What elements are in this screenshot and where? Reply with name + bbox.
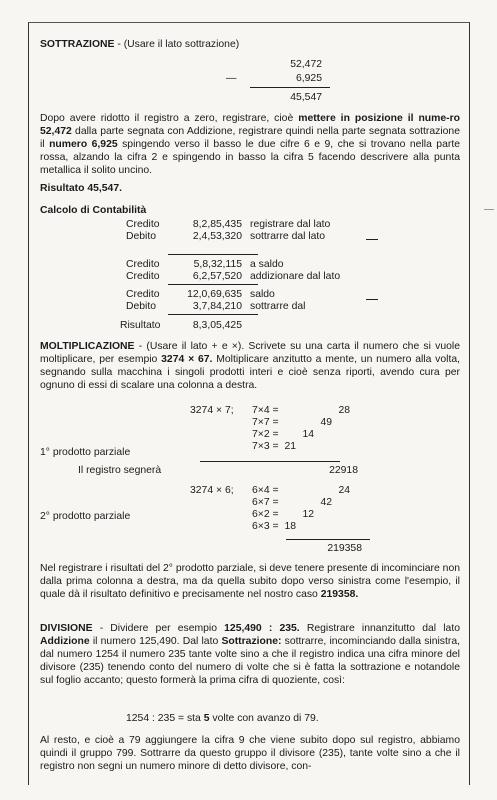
sub-heading: SOTTRAZIONE: [40, 39, 115, 50]
cont-label: Debito: [126, 301, 157, 312]
cont-value: 8,2,85,435: [192, 219, 242, 230]
cont-desc: addizionare dal lato: [250, 271, 341, 282]
div-eq-b: 5: [203, 713, 210, 724]
div-eq-c: volte con avanzo di 79.: [209, 713, 319, 724]
div-para-run: - Dividere per esempio: [92, 623, 225, 634]
mult-p1: 1° prodotto parziale: [40, 447, 131, 458]
mult-value: 24: [338, 485, 350, 496]
cont-rule-3: [168, 314, 258, 315]
cont-minus-2: [366, 299, 378, 300]
cont-minus-1: [366, 239, 378, 240]
div-para-run: il numero 125,490. Dal lato: [89, 636, 222, 647]
mult-value: 21: [284, 441, 296, 452]
mult-p2: 2° prodotto parziale: [40, 511, 131, 522]
sub-heading-line: [40, 38, 239, 51]
sub-para-run: Dopo avere ridotto il registro a zero, registrare, cioè: [40, 113, 299, 124]
mult-value: 12: [302, 509, 314, 520]
div-paragraph-2: Al resto, e cioè a 79 aggiungere la cifra 9 che viene subito dopo sul registro, abbiamo quindi il gruppo 799. Sottrarre da questo gruppo il divisore (235), tante volte sino a che il registro non segni un numero minore di detto divisore, con-: [40, 735, 460, 772]
mult-paragraph: [40, 340, 460, 392]
cont-value: 5,8,32,115: [193, 259, 242, 270]
cont-label: Credito: [126, 219, 160, 230]
mult-expr: 7×7 =: [252, 417, 279, 428]
div-para-run: 125,490 : 235.: [224, 623, 300, 634]
div-para-run: Sottrazione:: [221, 636, 282, 647]
cont-desc: saldo: [250, 289, 275, 300]
sub-op2: 6,925: [295, 73, 322, 84]
mult-b2-label: 3274 × 6;: [190, 485, 234, 496]
sub-result: 45,547: [290, 92, 322, 103]
cont-rule-1: [168, 254, 258, 255]
mult-para-run: - (Usare il lato + e ×). Scrivete su una carta il numero che si vuole moltiplicare, per esempio: [40, 341, 460, 365]
sub-op1: 52,472: [290, 59, 322, 70]
mult-expr: 7×4 =: [252, 405, 279, 416]
mult-para-run: 3274 × 67.: [161, 354, 213, 365]
cont-label: Risultato: [120, 320, 161, 331]
cont-desc: a saldo: [250, 259, 284, 270]
sub-paragraph: [40, 112, 460, 177]
cont-desc: sottrarre dal lato: [250, 231, 326, 242]
div-para-run: DIVISIONE: [40, 623, 93, 634]
mult-heading: MOLTIPLICAZIONE: [40, 341, 135, 352]
mult-para2-run: 219358.: [320, 589, 359, 600]
sub-minus: —: [226, 73, 237, 84]
mult-expr: 7×2 =: [252, 429, 279, 440]
mult-r2: 219358: [327, 543, 362, 554]
mult-value: 49: [320, 417, 332, 428]
div-equation: [126, 712, 319, 725]
mult-b1-label: 3274 × 7;: [190, 405, 234, 416]
cont-label: Debito: [126, 231, 157, 242]
mult-expr: 6×3 =: [252, 521, 279, 532]
mult-value: 18: [284, 521, 296, 532]
cont-label: Credito: [126, 259, 160, 270]
sub-rule: [250, 87, 330, 88]
sub-para-run: numero 6,925: [49, 139, 118, 150]
mult-value: 14: [302, 429, 314, 440]
mult-para-run: Moltiplicare anzitutto a mente, un numero alla volta, segnando sulla macchina i singoli prodotti interi e cioè senza riporti, avendo cura per ognuno di essi di scalare una colonna a destra.: [40, 354, 461, 391]
sub-risultato: Risultato 45,547.: [40, 183, 123, 194]
mult-para2-run: Nel registrare i risultati del 2° prodotto parziale, si deve tenere presente di incominciare non dalla prima colonna a destra, ma da quella subito dopo verso sinistra come l'esempio, il quale dà il risultato definitivo e precisamente nel nostro caso: [40, 563, 460, 600]
cont-desc: sottrarre dal: [250, 301, 306, 312]
margin-mark: [484, 209, 494, 210]
mult-expr: 6×4 =: [252, 485, 279, 496]
mult-expr: 6×7 =: [252, 497, 279, 508]
mult-rule-2: [286, 539, 370, 540]
mult-expr: 6×2 =: [252, 509, 279, 520]
cont-label: Credito: [126, 289, 160, 300]
sub-para-run: mettere in posizione il nume-ro 52,472: [40, 113, 461, 137]
sub-para-run: spingendo verso il basso le due cifre 6 e 9, che si trovano nella parte rossa, alzando la cifra 2 e spingendo in basso la cifra 5 facendo descrivere alla punta metallica il solito uncino.: [40, 139, 460, 176]
div-para-run: Addizione: [40, 636, 90, 647]
div-eq-a: 1254 : 235 = sta: [126, 713, 204, 724]
sub-heading-rest: - (Usare il lato sottrazione): [114, 39, 240, 50]
mult-paragraph-2: [40, 562, 460, 601]
cont-label: Credito: [126, 271, 160, 282]
cont-value: 6,2,57,520: [192, 271, 242, 282]
cont-value: 8,3,05,425: [192, 320, 242, 331]
mult-rule-1: [200, 461, 340, 462]
cont-heading: Calcolo di Contabilità: [40, 205, 147, 216]
mult-il-registro: Il registro segnerà: [78, 465, 162, 476]
sub-para-run: dalla parte segnata con Addizione, registrare quindi nella parte segnata sottrazione il: [40, 126, 460, 150]
mult-value: 28: [338, 405, 350, 416]
div-para-run: Registrare innanzitutto dal lato: [299, 623, 460, 634]
mult-r1: 22918: [329, 465, 358, 476]
mult-expr: 7×3 =: [252, 441, 279, 452]
div-paragraph: [40, 622, 460, 687]
div-para-run: sottrarre, incominciando dalla sinistra, dal numero 1254 il numero 235 tante volte sino a che il registro indica una cifra minore del divisore (235) tenendo conto del numero di volte che si è fatta la sottrazione e notandole sul foglio accanto; questo formerà la prima cifra di quoziente, così:: [40, 636, 460, 686]
cont-rule-2: [168, 284, 258, 285]
cont-value: 3,7,84,210: [192, 301, 242, 312]
cont-value: 12,0,69,635: [187, 289, 242, 300]
cont-desc: registrare dal lato: [250, 219, 331, 230]
mult-value: 42: [320, 497, 332, 508]
cont-value: 2,4,53,320: [192, 231, 242, 242]
